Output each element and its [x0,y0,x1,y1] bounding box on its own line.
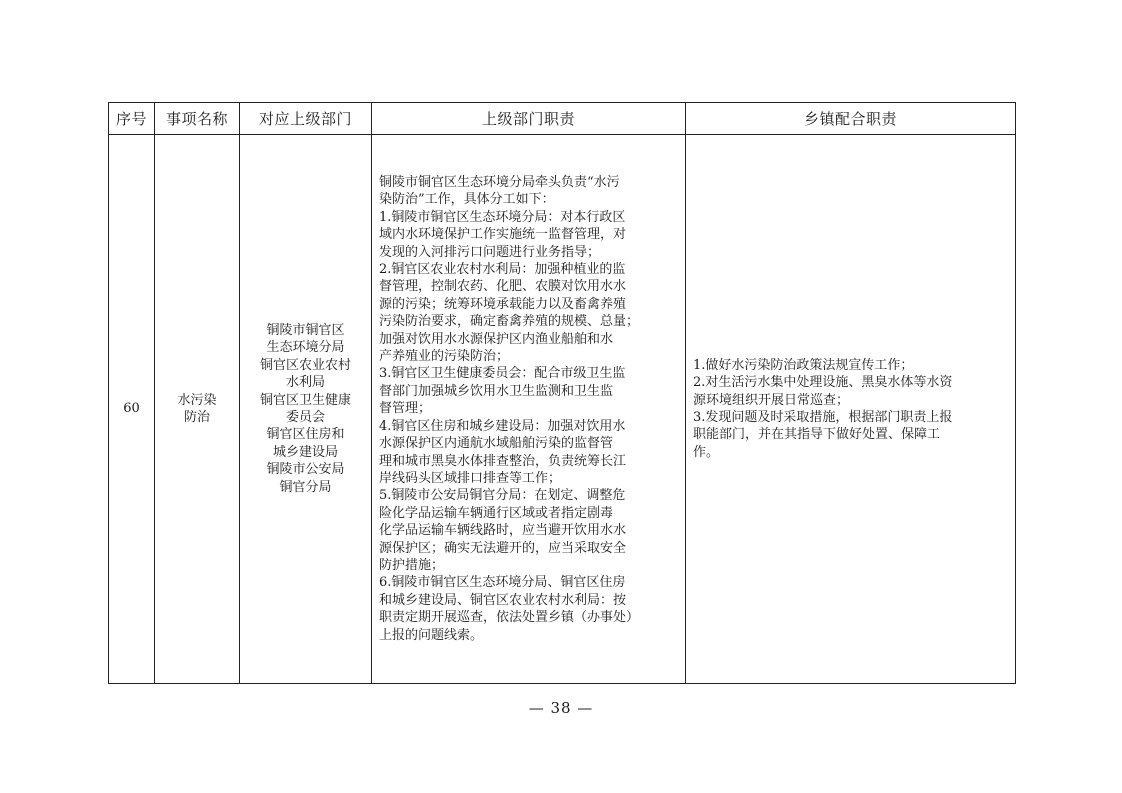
upper-duty-line: 源的污染；统筹环境承载能力以及畜禽养殖 [379,296,627,312]
upper-duty-line: 发现的入河排污口问题进行业务指导； [379,244,601,260]
upper-duty-line: 险化学品运输车辆通行区域或者指定剧毒 [379,505,614,521]
town-duty-line: 职能部门，并在其指导下做好处置、保障工 [693,427,941,443]
row-upper-duty [372,135,686,684]
upper-duty-line: 污染防治要求，确定畜禽养殖的规模、总量； [379,314,640,330]
dept-line: 城乡建设局 [272,444,338,460]
item-line: 水污染 [177,392,217,408]
row-town-duty [686,135,1016,684]
upper-duty-line: 和城乡建设局、铜官区农业农村水利局：按 [379,592,627,608]
upper-duty-line: 加强对饮用水水源保护区内渔业船舶和水 [379,331,614,347]
table-row [109,135,1016,684]
upper-duty-line: 2.铜官区农业农村水利局：加强种植业的监 [379,262,626,278]
upper-duty-line: 1.铜陵市铜官区生态环境分局：对本行政区 [379,209,626,225]
upper-duty-line: 产养殖业的污染防治； [379,349,510,365]
town-duty-line: 源环境组织开展日常巡查； [693,392,850,408]
dept-line: 铜官分局 [279,479,332,495]
dept-line: 生态环境分局 [266,340,345,356]
header-upper-duty: 上级部门职责 [372,103,686,135]
header-item-name: 事项名称 [155,103,240,135]
duty-table [108,102,1016,684]
upper-duty-line: 岸线码头区域排口排查等工作； [379,470,562,486]
upper-duty-line: 督管理，控制农药、化肥、农膜对饮用水水 [379,279,627,295]
upper-duty-line: 督部门加强城乡饮用水卫生监测和卫生监 [379,383,614,399]
upper-duty-line: 水源保护区内通航水域船舶污染的监督管 [379,436,614,452]
town-duty-line: 作。 [693,444,720,460]
upper-duty-line: 5.铜陵市公安局铜官分局：在划定、调整危 [379,488,626,504]
row-item-name [155,135,240,684]
row-upper-dept [240,135,372,684]
item-line: 防治 [183,410,210,425]
upper-duty-line: 源保护区；确实无法避开的，应当采取安全 [379,540,627,556]
header-number: 序号 [109,103,155,135]
upper-duty-line: 上报的问题线索。 [379,627,484,643]
upper-duty-line: 督管理； [379,401,432,417]
upper-duty-line: 铜陵市铜官区生态环境分局牵头负责“水污 [379,175,620,191]
upper-duty-line: 染防治”工作，具体分工如下： [379,192,555,208]
upper-duty-line: 3.铜官区卫生健康委员会：配合市级卫生监 [379,366,626,382]
table-header-row [109,103,1016,135]
town-duty-line: 1.做好水污染防治政策法规宣传工作； [693,357,914,373]
page-number: — 38 — [528,699,594,717]
town-duty-line: 2.对生活污水集中处理设施、黑臭水体等水资 [693,375,953,391]
upper-duty-line: 域内水环境保护工作实施统一监督管理，对 [379,227,627,243]
upper-duty-line: 4.铜官区住房和城乡建设局：加强对饮用水 [379,418,626,434]
upper-duty-line: 职责定期开展巡查，依法处置乡镇（办事处） [379,610,640,626]
upper-duty-line: 理和城市黑臭水体排查整治，负责统筹长江 [379,453,627,469]
dept-line: 铜陵市公安局 [266,462,345,478]
row-number: 60 [109,135,155,684]
dept-line: 铜陵市铜官区 [266,322,345,338]
upper-duty-line: 6.铜陵市铜官区生态环境分局、铜官区住房 [379,575,626,591]
header-upper-dept: 对应上级部门 [240,103,372,135]
upper-duty-line: 防护措施； [379,557,445,573]
dept-line: 水利局 [285,375,325,391]
town-duty-line: 3.发现问题及时采取措施，根据部门职责上报 [693,410,953,425]
dept-line: 铜官区农业农村 [259,357,351,373]
dept-line: 铜官区住房和 [266,427,345,443]
dept-line: 铜官区卫生健康 [259,392,351,408]
dept-line: 委员会 [285,410,325,425]
header-town-duty: 乡镇配合职责 [686,103,1016,135]
upper-duty-line: 化学品运输车辆线路时，应当避开饮用水水 [379,523,627,539]
